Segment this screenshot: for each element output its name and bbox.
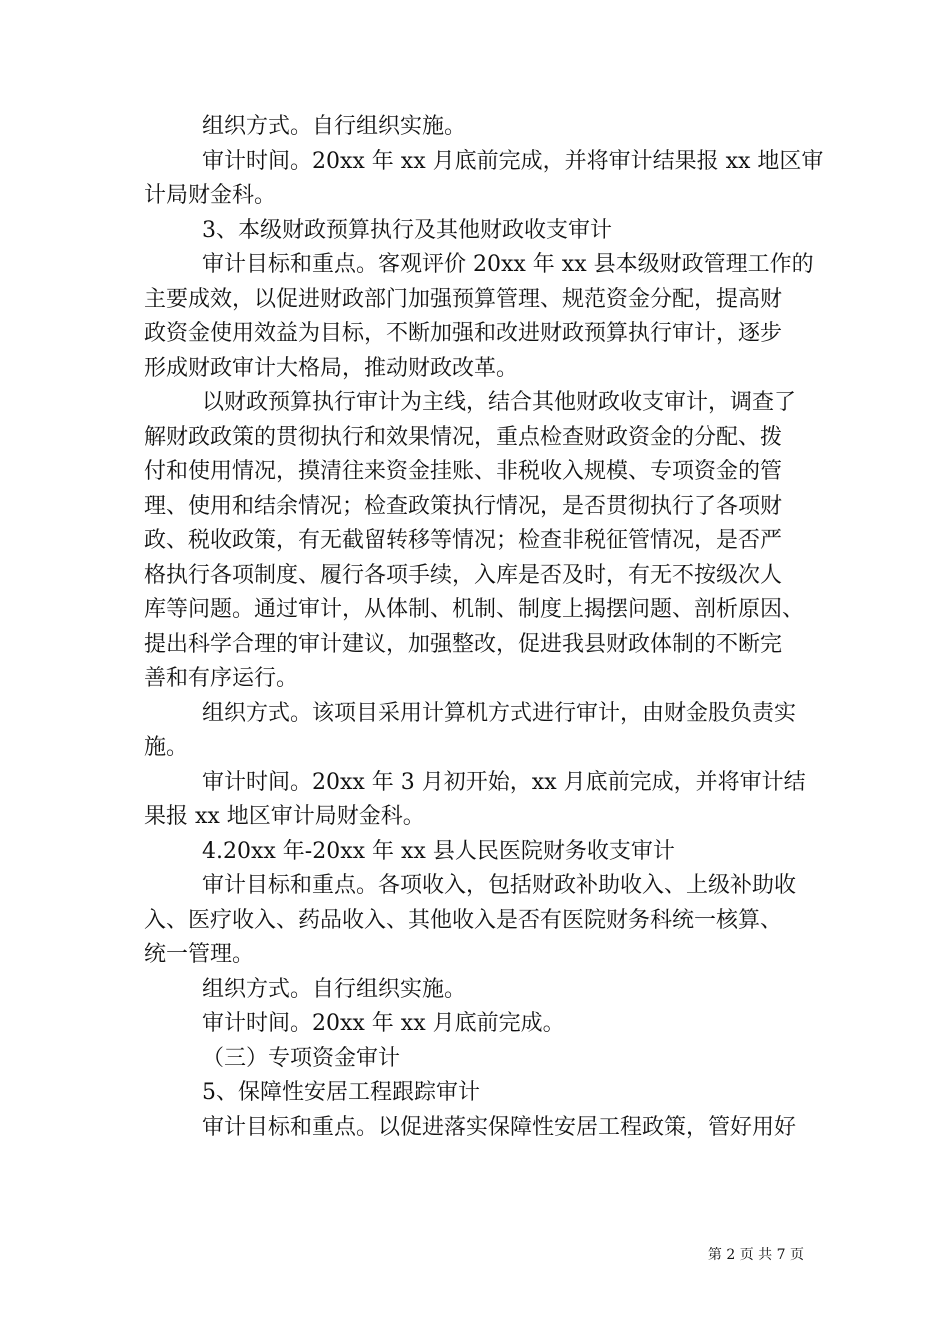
text-line: 入、医疗收入、药品收入、其他收入是否有医院财务科统一核算、 — [144, 907, 783, 933]
text-line: 组织方式。该项目采用计算机方式进行审计，由财金股负责实 — [202, 700, 797, 726]
text-line: （三）专项资金审计 — [202, 1045, 401, 1071]
text-line: 格执行各项制度、履行各项手续，入库是否及时，有无不按级次人 — [144, 562, 783, 588]
text-line: 理、使用和结余情况；检查政策执行情况，是否贯彻执行了各项财 — [144, 493, 783, 519]
text-line: 库等问题。通过审计，从体制、机制、制度上揭摆问题、剖析原因、 — [144, 597, 805, 622]
text-line: 果报 xx 地区审计局财金科。 — [144, 804, 425, 829]
text-line: 审计时间。20xx 年 xx 月底前完成。 — [202, 1011, 565, 1036]
text-line: 5、保障性安居工程跟踪审计 — [202, 1080, 480, 1105]
page-number: 第 2 页 共 7 页 — [707, 1247, 804, 1263]
text-line: 组织方式。自行组织实施。 — [202, 114, 467, 139]
text-line: 审计目标和重点。客观评价 20xx 年 xx 县本级财政管理工作的 — [202, 252, 814, 277]
text-line: 组织方式。自行组织实施。 — [202, 976, 467, 1002]
text-line: 付和使用情况，摸清往来资金挂账、非税收入规模、专项资金的管 — [144, 459, 783, 484]
text-line: 统一管理。 — [144, 942, 255, 967]
text-line: 审计时间。20xx 年 3 月初开始，xx 月底前完成，并将审计结 — [202, 769, 806, 795]
text-line: 施。 — [144, 735, 189, 760]
text-line: 主要成效，以促进财政部门加强预算管理、规范资金分配，提高财 — [144, 286, 783, 312]
text-line: 政、税收政策，有无截留转移等情况；检查非税征管情况，是否严 — [144, 528, 783, 553]
text-line: 计局财金科。 — [144, 183, 277, 208]
text-line: 善和有序运行。 — [144, 666, 299, 691]
text-line: 审计目标和重点。各项收入，包括财政补助收入、上级补助收 — [202, 873, 797, 898]
text-line: 3、本级财政预算执行及其他财政收支审计 — [202, 217, 612, 243]
text-line: 审计时间。20xx 年 xx 月底前完成，并将审计结果报 xx 地区审 — [202, 148, 824, 174]
text-line: 解财政政策的贯彻执行和效果情况，重点检查财政资金的分配、拨 — [144, 424, 783, 450]
text-line: 4.20xx 年-20xx 年 xx 县人民医院财务收支审计 — [202, 838, 675, 864]
text-line: 以财政预算执行审计为主线，结合其他财政收支审计，调查了 — [202, 390, 797, 415]
text-line: 形成财政审计大格局，推动财政改革。 — [144, 355, 519, 381]
text-line: 审计目标和重点。以促进落实保障性安居工程政策，管好用好 — [202, 1114, 797, 1140]
text-line: 提出科学合理的审计建议，加强整改，促进我县财政体制的不断完 — [144, 631, 783, 657]
text-line: 政资金使用效益为目标，不断加强和改进财政预算执行审计，逐步 — [144, 321, 783, 346]
